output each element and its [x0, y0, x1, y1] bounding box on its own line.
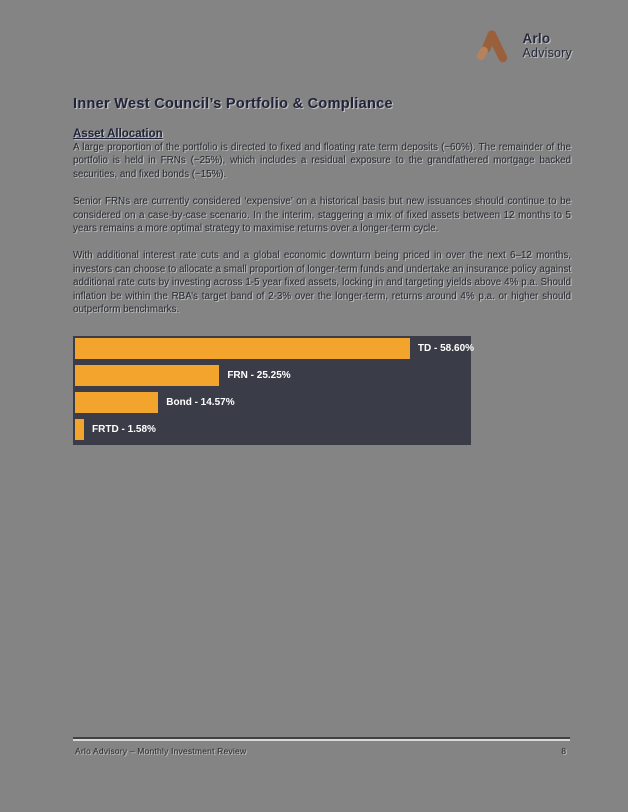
paragraph-allocation-overview: A large proportion of the portfolio is directed to fixed and floating rate term deposits (~60%). The remainder of the portfolio is held in FRNs (~25%), which includes a residual exposure to the grandfathered mortgage backed securities, and fixed bonds (~15%). — [73, 142, 571, 180]
chart-bar-td — [75, 338, 410, 359]
chart-bar-label: FRN - 25.25% — [227, 370, 291, 381]
chart-bar-row — [75, 365, 469, 386]
body-copy — [73, 141, 571, 330]
chart-bar-label: FRTD - 1.58% — [92, 424, 156, 435]
arlo-advisory-logo — [476, 27, 572, 65]
chart-bar-frtd — [75, 419, 84, 440]
footer-divider — [73, 737, 570, 739]
chart-bar-row — [75, 338, 475, 359]
chart-bar-bond — [75, 392, 158, 413]
chart-bar-row — [75, 392, 469, 413]
chart-bar-label: TD - 58.60% — [417, 343, 475, 354]
paragraph-rate-outlook: With additional interest rate cuts and a global economic downturn being priced in over the next 6–12 months, investors can choose to allocate a small proportion of longer-term funds and undertake an insurance policy against additional rate cuts by investing across 1-5 year fixed assets, locking in and targeting yields above 4% p.a. Should inflation be within the RBA’s target band of 2-3% over the longer-term, returns around 4% p.a. or higher should outperform benchmarks. — [73, 250, 571, 316]
page-title: Inner West Council’s Portfolio & Compliance — [73, 95, 393, 112]
logo-brand-name: Arlo — [522, 31, 551, 47]
footer-document-title: Arlo Advisory – Monthly Investment Review — [75, 746, 247, 756]
logo-stroke-left — [487, 35, 493, 48]
paragraph-frn-commentary: Senior FRNs are currently considered ‘expensive’ on a historical basis but new issuances should continue to be considered on a case-by-case scenario. In the interim, staggering a mix of fixed assets between 12 months to 5 years remains a more optimal strategy to maximise returns over a longer-term cycle. — [73, 196, 571, 235]
bar-chart — [73, 336, 475, 445]
chart-bar-frn — [75, 365, 219, 386]
section-heading-asset-allocation: Asset Allocation — [73, 127, 163, 140]
logo-wordmark — [522, 32, 572, 59]
footer-page-number: 8 — [561, 746, 566, 756]
arlo-logo-icon — [476, 27, 514, 65]
logo-foot — [481, 51, 484, 57]
chart-bar-label: Bond - 14.57% — [166, 397, 235, 408]
chart-bar-row — [75, 419, 469, 440]
logo-brand-suffix: Advisory — [522, 45, 572, 60]
